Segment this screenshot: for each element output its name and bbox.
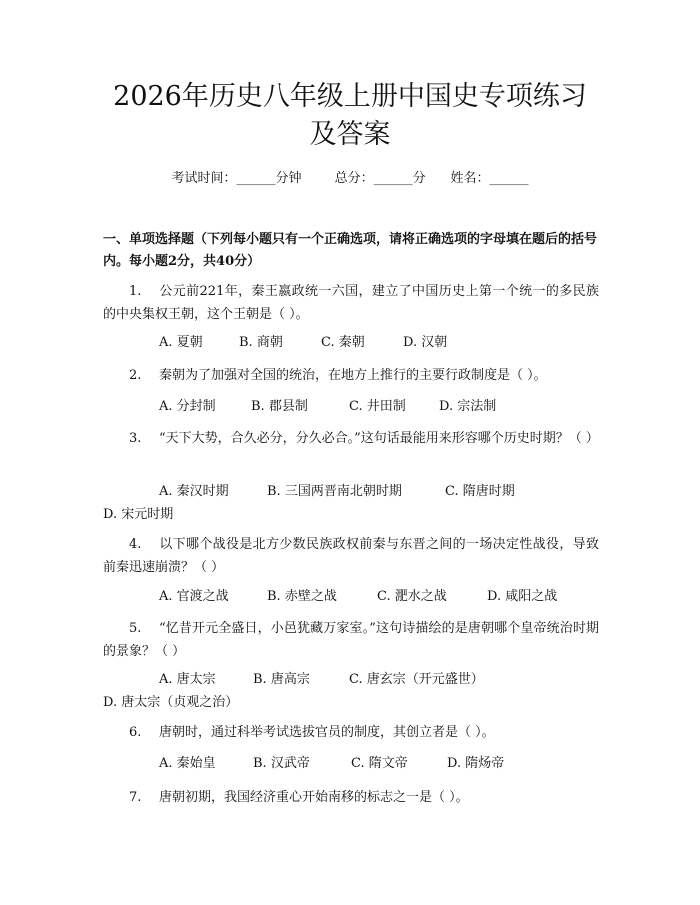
question-text: 唐朝初期，我国经济重心开始南移的标志之一是（ ）。	[159, 790, 469, 805]
option-c: C. 唐玄宗（开元盛世）	[349, 672, 484, 687]
question-number: 6.	[129, 725, 142, 740]
question-text: “天下大势，合久必分，分久必合。”这句话最能用来形容哪个历史时期？（ ）	[159, 431, 599, 446]
question-text: 以下哪个战役是北方少数民族政权前秦与东晋之间的一场决定性战役，导致前秦迅速崩溃？（ ）	[103, 537, 599, 575]
option-b: B. 赤壁之战	[267, 589, 337, 604]
question-options	[103, 585, 599, 608]
option-d: D. 唐太宗（贞观之治）	[103, 695, 239, 710]
option-a: A. 秦汉时期	[159, 484, 229, 499]
question-stem	[103, 786, 599, 809]
name-blank: ______	[489, 171, 529, 186]
option-a: A. 秦始皇	[159, 756, 216, 771]
option-b: B. 郡县制	[251, 399, 308, 414]
exam-info-line	[0, 170, 700, 188]
option-d: D. 宋元时期	[103, 507, 174, 522]
score-label: 总分：	[334, 171, 374, 186]
document-title: 2026年历史八年级上册中国史专项练习及答案	[113, 81, 587, 150]
option-b: B. 三国两晋南北朝时期	[267, 484, 402, 499]
question-options	[103, 395, 599, 418]
question-stem	[103, 364, 599, 387]
question-options	[103, 752, 599, 775]
option-a: A. 唐太宗	[159, 672, 216, 687]
question-number: 4.	[129, 537, 142, 552]
question-stem	[103, 533, 599, 579]
option-b: B. 商朝	[239, 335, 283, 350]
option-a: A. 官渡之战	[159, 589, 229, 604]
option-d: D. 宗法制	[439, 399, 497, 414]
question-options	[103, 668, 599, 714]
question-text: 唐朝时，通过科举考试选拔官员的制度，其创立者是（ ）。	[159, 725, 495, 740]
option-b: B. 汉武帝	[253, 756, 310, 771]
option-d: D. 咸阳之战	[487, 589, 558, 604]
question-stem	[103, 721, 599, 744]
score-blank: ______	[373, 171, 413, 186]
option-a: A. 夏朝	[159, 335, 203, 350]
option-c: C. 井田制	[349, 399, 406, 414]
time-unit: 分钟	[275, 171, 302, 186]
option-c: C. 淝水之战	[377, 589, 447, 604]
question-number: 2.	[129, 368, 142, 383]
question-text: 公元前221年，秦王嬴政统一六国，建立了中国历史上第一个统一的多民族的中央集权王朝，这个王朝是（ ）。	[103, 284, 599, 322]
name-label: 姓名：	[450, 171, 490, 186]
option-c: C. 秦朝	[321, 335, 365, 350]
question-number: 5.	[129, 621, 142, 636]
question-options	[103, 331, 599, 354]
option-a: A. 分封制	[159, 399, 216, 414]
question-stem	[103, 280, 599, 326]
section-heading: 一、单项选择题（下列每小题只有一个正确选项，请将正确选项的字母填在题后的括号内。每小题2分，共40分）	[103, 232, 598, 269]
option-c: C. 隋文帝	[351, 756, 408, 771]
time-blank: ______	[236, 171, 276, 186]
option-d: D. 汉朝	[403, 335, 448, 350]
score-unit: 分	[412, 171, 426, 186]
question-text: 秦朝为了加强对全国的统治，在地方上推行的主要行政制度是（ ）。	[159, 368, 547, 383]
question-number: 3.	[129, 431, 142, 446]
option-d: D. 隋炀帝	[447, 756, 505, 771]
question-stem	[103, 617, 599, 663]
option-b: B. 唐高宗	[253, 672, 310, 687]
option-c: C. 隋唐时期	[445, 484, 515, 499]
question-stem	[103, 427, 599, 450]
question-number: 1.	[129, 284, 142, 299]
question-text: “忆昔开元全盛日，小邑犹藏万家室。”这句诗描绘的是唐朝哪个皇帝统治时期的景象？（ ）	[103, 621, 599, 659]
question-options	[103, 480, 599, 526]
time-label: 考试时间：	[171, 171, 237, 186]
question-number: 7.	[129, 790, 142, 805]
